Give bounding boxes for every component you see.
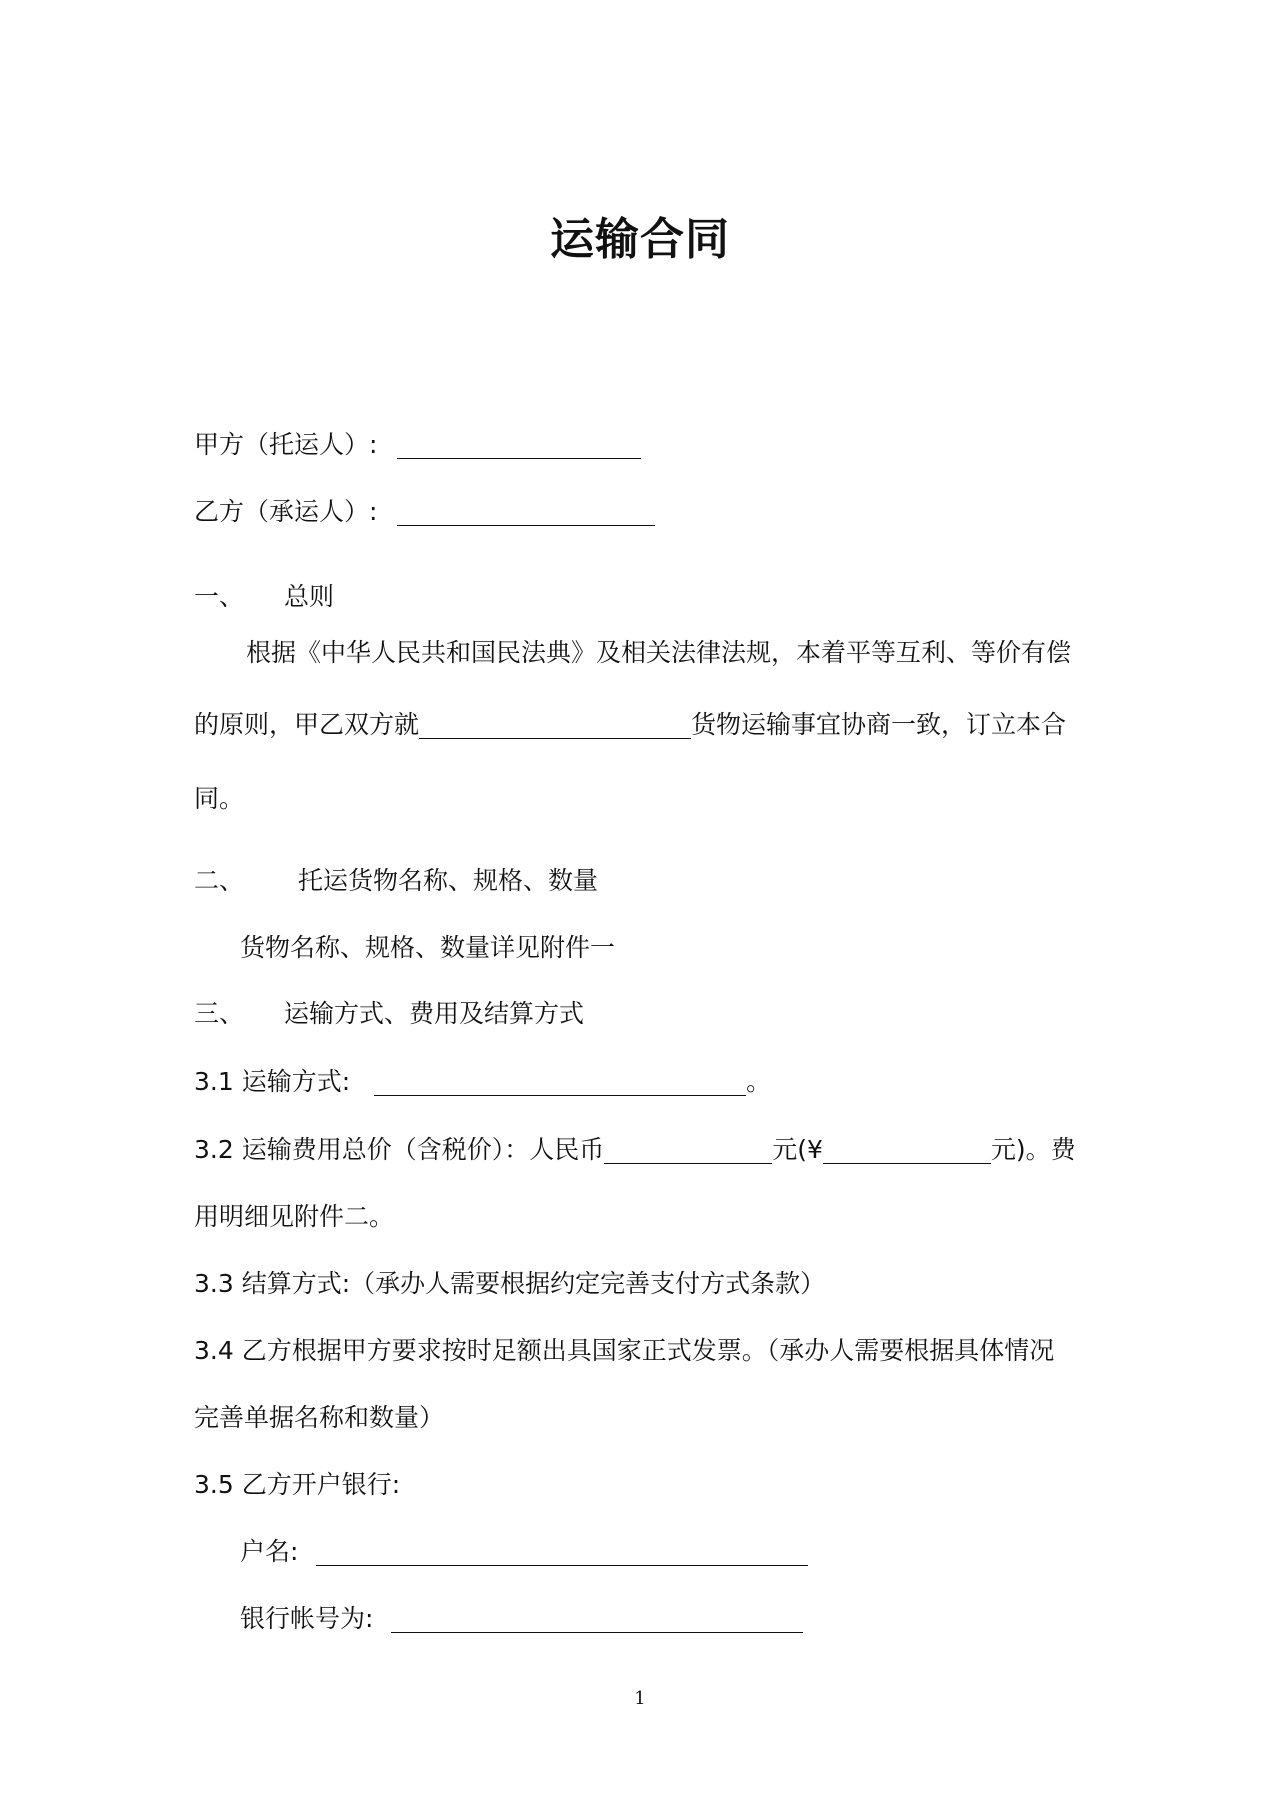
party-a-label: 甲方（托运人）:: [194, 430, 378, 459]
goods-blank[interactable]: [419, 712, 691, 739]
clause-3-4-line1: 3.4 乙方根据甲方要求按时足额出具国家正式发票。（承办人需要根据具体情况: [194, 1336, 1055, 1365]
page-number: 1: [634, 1688, 646, 1709]
clause-3-2-line2: 用明细见附件二。: [194, 1202, 395, 1231]
section1-para-line2-after: 货物运输事宜协商一致，订立本合: [691, 710, 1067, 739]
account-number-line: [240, 1602, 803, 1636]
clause-3-2-before: 3.2 运输费用总价（含税价）：人民币: [194, 1135, 605, 1164]
account-number-label: 银行帐号为:: [240, 1604, 374, 1633]
section1-para-line2: [194, 708, 1066, 742]
rmb-amount-blank[interactable]: [604, 1137, 772, 1164]
section1-para-line2-before: 的原则，甲乙双方就: [194, 710, 420, 739]
section2-heading: [194, 864, 598, 898]
section2-title: 托运货物名称、规格、数量: [298, 866, 599, 895]
section3-num: 三、: [194, 999, 245, 1028]
section2-body: 货物名称、规格、数量详见附件一: [240, 933, 616, 962]
clause-3-2-after: 元)。费: [990, 1135, 1076, 1164]
section1-title: 总则: [284, 582, 335, 611]
party-a-blank[interactable]: [397, 432, 641, 459]
section1-para-line1: 根据《中华人民共和国民法典》及相关法律法规，本着平等互利、等价有偿: [246, 638, 1072, 667]
yen-amount-blank[interactable]: [823, 1137, 991, 1164]
clause-3-5: 3.5 乙方开户银行:: [194, 1470, 401, 1499]
section3-heading: [194, 997, 584, 1031]
clause-3-3: 3.3 结算方式:（承办人需要根据约定完善支付方式条款）: [194, 1269, 826, 1298]
party-b-line: [194, 495, 655, 529]
section3-title: 运输方式、费用及结算方式: [284, 999, 585, 1028]
transport-method-blank[interactable]: [374, 1069, 746, 1096]
section2-num: 二、: [194, 866, 245, 895]
clause-3-1-end: 。: [746, 1067, 772, 1096]
account-number-blank[interactable]: [391, 1606, 803, 1633]
section1-para-line3: 同。: [194, 784, 245, 813]
account-name-blank[interactable]: [316, 1539, 808, 1566]
page-title: 运输合同: [550, 214, 730, 265]
clause-3-1: [194, 1065, 771, 1099]
account-name-label: 户名:: [240, 1537, 299, 1566]
clause-3-1-label: 3.1 运输方式:: [194, 1067, 351, 1096]
party-a-line: [194, 428, 641, 462]
section1-num: 一、: [194, 582, 245, 611]
party-b-blank[interactable]: [397, 499, 655, 526]
clause-3-4-line2: 完善单据名称和数量）: [194, 1403, 445, 1432]
party-b-label: 乙方（承运人）:: [194, 497, 378, 526]
account-name-line: [240, 1535, 808, 1569]
clause-3-2-mid: 元(¥: [772, 1135, 823, 1164]
clause-3-2: [194, 1133, 1076, 1167]
section1-heading: [194, 580, 334, 614]
